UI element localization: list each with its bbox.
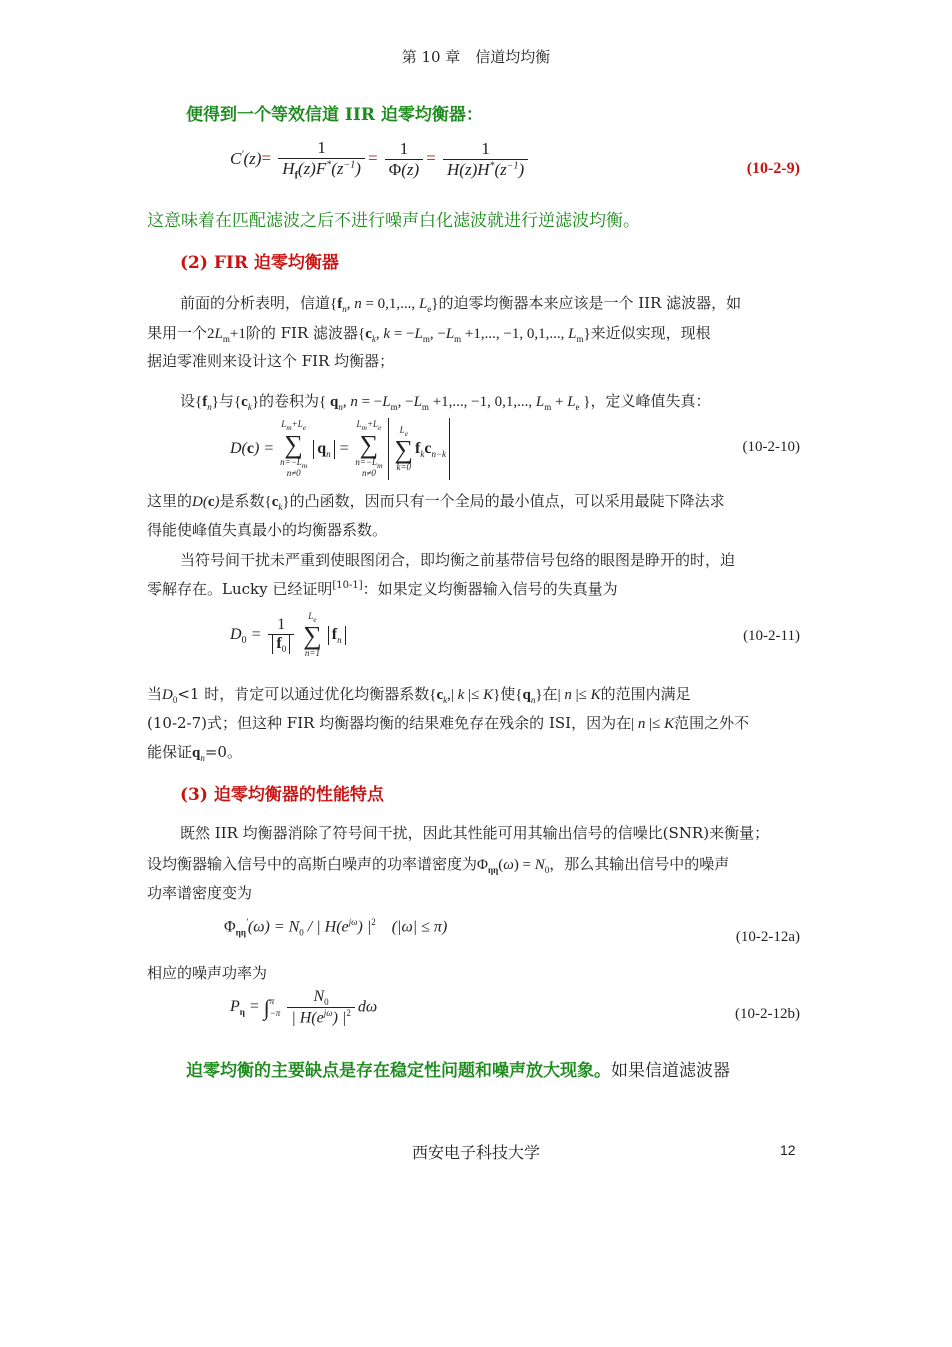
paragraph-4-line-1: 当符号间干扰未严重到使眼图闭合，即均衡之前基带信号包络的眼图是睁开的时，迫: [180, 551, 736, 569]
paragraph-6-line-1: 既然 IIR 均衡器消除了符号间干扰，因此其性能可用其输出信号的信噪比(SNR)来衡量；: [180, 824, 770, 842]
paragraph-3-line-1: 这里的D(c)是系数$\{c_k\}$的凸函数，因而只有一个全局的最小值点，可以采用最陡下降法求: [147, 492, 725, 512]
meaning-sentence: 这意味着在匹配滤波之后不进行噪声白化滤波就进行逆滤波均衡。: [147, 211, 640, 231]
equation-10-2-12a: $\Phi_{\eta\eta}'(\omega) = N_0$ / | $H(e^{j\omega})$ $|^2$ (|ω| ≤ π): [224, 917, 448, 938]
equation-label-10-2-12b: (10-2-12b): [735, 1006, 800, 1022]
iir-heading: 便得到一个等效信道 IIR 迫零均衡器：: [186, 105, 483, 125]
paragraph-4-line-2: 零解存在。Lucky 已经证明[10-1]：如果定义均衡器输入信号的失真量为: [147, 580, 618, 598]
equation-label-10-2-10: (10-2-10): [742, 439, 800, 455]
paragraph-1-line-1: 前面的分析表明，信道{$f_n$, n = 0,1,..., $L_e$}的迫零均衡器本来应该是一个 IIR 滤波器，如: [180, 294, 742, 314]
paragraph-6-line-2: 设均衡器输入信号中的高斯白噪声的功率谱密度为$\Phi_{\eta\eta}(\omega) = N_0$，那么其输出信号中的噪声: [147, 855, 730, 875]
paragraph-7: 相应的噪声功率为: [147, 964, 268, 982]
paragraph-1-line-2: 果用一个$2L_m+1$阶的 FIR 滤波器{$c_k$, $k = -L_m$, $-L_m +1$,..., −1, 0,1,..., $L_m$}来近似实现，现根: [147, 324, 711, 344]
paragraph-6-line-3: 功率谱密度变为: [147, 884, 253, 902]
last-line-emphasis: 迫零均衡的主要缺点是存在稳定性问题和噪声放大现象。: [186, 1061, 611, 1081]
page-header: 第 10 章 信道均均衡: [401, 48, 551, 66]
equation-label-10-2-12a: (10-2-12a): [735, 929, 800, 945]
equation-10-2-10: D(c) = $L_m+L_e$ ∑ $n=-L_m$ n≠0 $q_n$ = $L_m+L_e$ ∑ $n=-L_m$ n≠0 $L_e$ ∑ k=0 $f_kc_{n-k}$: [230, 418, 450, 480]
last-line-rest: 如果信道滤波器: [611, 1061, 730, 1081]
section-2-title: (2) FIR 迫零均衡器: [180, 253, 339, 273]
paragraph-2: 设$\{f_n\}$与$\{c_k\}$的卷积为{ $q_n$, $n = -L_m$, $-L_m +1$,..., −1, 0,1,..., $L_m + L_e$ }，定义峰值失真：: [180, 392, 711, 412]
equation-10-2-9: C'(z)= $\frac{1}{H_f(z)F^*(z^{-1})}$ = $\frac{1}{\Phi(z)}$ = $\frac{1}{H(z)H^*(z^{-1})}$: [230, 138, 531, 181]
section-3-title: (3) 迫零均衡器的性能特点: [180, 785, 384, 805]
citation-ref: [10-1]: [332, 580, 363, 591]
paragraph-5-line-3: 能保证$q_n=0$。: [147, 743, 242, 763]
last-line: [186, 1056, 730, 1081]
equation-10-2-12b: $P_\eta$ = ∫ π −π $\frac{N_0}{| H(e^{j\omega}) |^2}$ dω: [230, 988, 378, 1027]
equation-label-10-2-11: (10-2-11): [743, 628, 800, 644]
paragraph-5-line-2: (10-2-7)式；但这种 FIR 均衡器均衡的结果难免存在残余的 ISI，因为在| n |≤ K范围之外不: [147, 714, 750, 732]
page-number: 12: [780, 1142, 796, 1158]
equation-label-10-2-9: (10-2-9): [746, 160, 800, 177]
paragraph-5-line-1: 当$D_0<1$ 时，肯定可以通过优化均衡器系数{$c_k,|$ k |≤ K}使$\{q_n\}$在| n |≤ K的范围内满足: [147, 685, 691, 705]
page-footer: 西安电子科技大学: [411, 1143, 540, 1162]
equation-10-2-11: $D_0$ = $\frac{1}{f_0}$ $L_e$ ∑ n=1 $f_n$: [230, 612, 346, 658]
paragraph-1-line-3: 据迫零准则来设计这个 FIR 均衡器；: [147, 352, 395, 370]
paragraph-3-line-2: 得能使峰值失真最小的均衡器系数。: [147, 521, 388, 539]
